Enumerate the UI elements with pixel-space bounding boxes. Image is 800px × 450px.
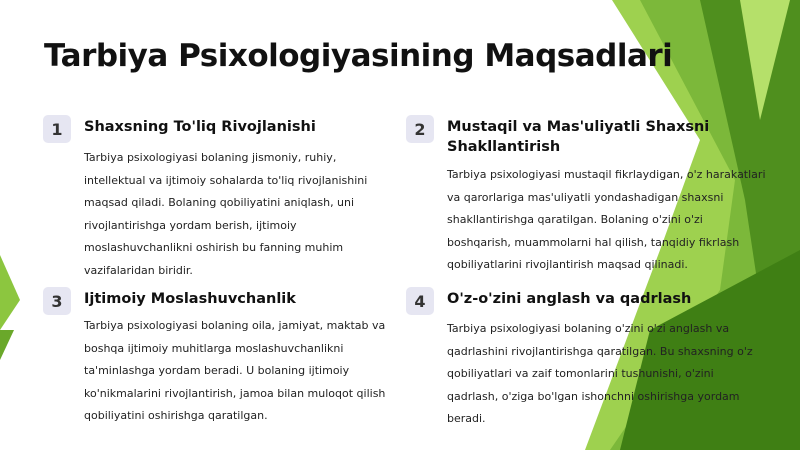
goal-description: Tarbiya psixologiyasi bolaning o'zini o'zi anglash va qadrlashini rivojlantirishga qaratilgan. Bu shaxsning o'z qobiliyatlari va zaif tomonlarini tushunishi, o'zini qadrlash, o'ziga bo'lgan ishonchni oshirishga yordam beradi.	[447, 322, 753, 426]
goal-description: Tarbiya psixologiyasi mustaqil fikrlaydigan, o'z harakatlari va qarorlariga mas'uliyatli yondashadigan shaxsni shakllantirishga qaratilgan. Bolaning o'zini o'zi boshqarish, muammolarni hal qilish, tanqidiy fikrlash qobiliyatlarini rivojlantirish maqsad qilinadi.	[447, 168, 766, 272]
goal-heading: Ijtimoiy Moslashuvchanlik	[84, 291, 296, 307]
slide-title: Tarbiya Psixologiyasining Maqsadlari	[44, 38, 673, 74]
goal-heading: O'z-o'zini anglash va qadrlash	[447, 291, 692, 307]
left-edge-shape	[0, 255, 20, 330]
number-badge: 1	[43, 115, 71, 143]
goal-heading: Mustaqil va Mas'uliyatli Shaxsni Shakllantirish	[447, 119, 710, 155]
number-badge: 4	[406, 287, 434, 315]
left-edge-shape-dark	[0, 330, 14, 360]
number-badge: 3	[43, 287, 71, 315]
number-badge: 2	[406, 115, 434, 143]
goal-description: Tarbiya psixologiyasi bolaning jismoniy, ruhiy, intellektual va ijtimoiy sohalarda to'liq rivojlanishini maqsad qiladi. Bolaning qobiliyatini aniqlash, uni rivojlantirishga yordam berish, ijtimoiy moslashuvchanlikni oshirish bu fanning muhim vazifalaridan biridir.	[84, 151, 368, 277]
goal-description: Tarbiya psixologiyasi bolaning oila, jamiyat, maktab va boshqa ijtimoiy muhitlarga moslashuvchanlikni ta'minlashga yordam beradi. U bolaning ijtimoiy ko'nikmalarini rivojlantirish, jamoa bilan muloqot qilish qobiliyatini oshirishga qaratilgan.	[84, 319, 386, 423]
goal-heading: Shaxsning To'liq Rivojlanishi	[84, 119, 316, 135]
